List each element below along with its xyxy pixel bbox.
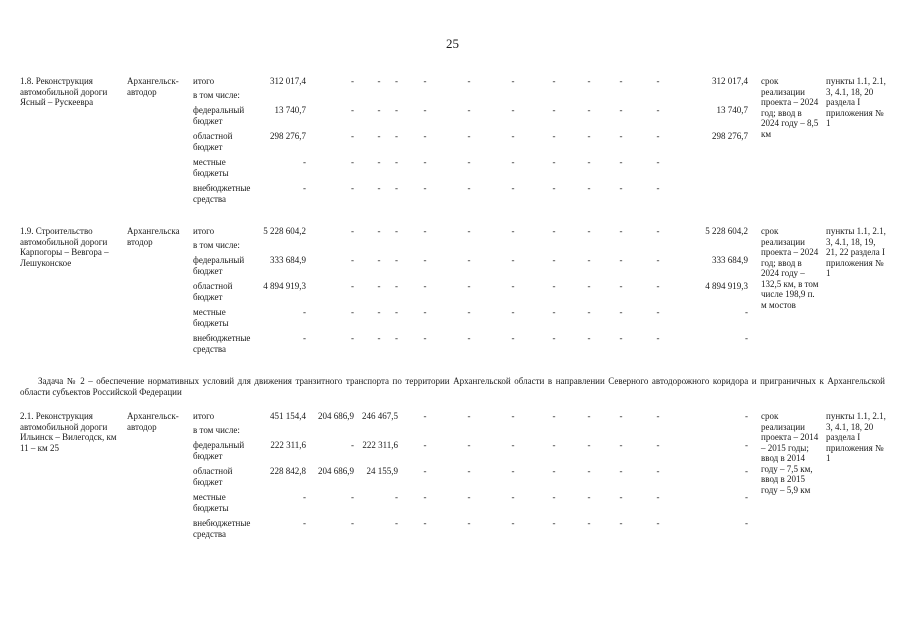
empty-cell-dash: - bbox=[619, 411, 623, 421]
empty-cell-dash: - bbox=[656, 105, 660, 115]
value-2015: - bbox=[351, 333, 354, 343]
value-2016: - bbox=[395, 183, 398, 193]
empty-cell-dash: - bbox=[552, 281, 556, 291]
value-2014: - bbox=[303, 492, 306, 502]
empty-cell-dash: - bbox=[511, 281, 515, 291]
empty-cell-dash: - bbox=[619, 307, 623, 317]
empty-cell-dash: - bbox=[511, 76, 515, 86]
empty-cell-dash: - bbox=[587, 492, 591, 502]
value-total: 5 228 604,2 bbox=[705, 226, 748, 236]
empty-cell-dash: - bbox=[467, 131, 471, 141]
empty-cell-dash: - bbox=[423, 281, 427, 291]
value-2015: - bbox=[351, 76, 354, 86]
empty-cell-dash: - bbox=[423, 105, 427, 115]
project-note: срок реализации проекта – 2024 год; ввод в 2024 году – 132,5 км, в том числе 198,9 п. м мостов bbox=[761, 226, 819, 310]
empty-cell-dash: - bbox=[423, 411, 427, 421]
empty-cell-dash: - bbox=[619, 255, 623, 265]
empty-cell-dash: - bbox=[377, 281, 381, 291]
value-2016: - bbox=[395, 76, 398, 86]
value-2015: - bbox=[351, 226, 354, 236]
row-label: местные бюджеты bbox=[193, 307, 229, 328]
empty-cell-dash: - bbox=[656, 466, 660, 476]
empty-cell-dash: - bbox=[552, 440, 556, 450]
empty-cell-dash: - bbox=[587, 76, 591, 86]
empty-cell-dash: - bbox=[377, 183, 381, 193]
value-2015: 204 686,9 bbox=[318, 411, 354, 421]
project-ref: пункты 1.1, 2.1, 3, 4.1, 18, 19, 21, 22 раздела I приложения № 1 bbox=[826, 226, 886, 278]
row-label: внебюджетные средства bbox=[193, 333, 251, 354]
empty-cell-dash: - bbox=[552, 255, 556, 265]
empty-cell-dash: - bbox=[552, 226, 556, 236]
empty-cell-dash: - bbox=[552, 183, 556, 193]
subheader-label: в том числе: bbox=[193, 425, 240, 435]
empty-cell-dash: - bbox=[377, 255, 381, 265]
empty-cell-dash: - bbox=[552, 411, 556, 421]
project-ref: пункты 1.1, 2.1, 3, 4.1, 18, 20 раздела I приложения № 1 bbox=[826, 76, 886, 128]
empty-cell-dash: - bbox=[656, 255, 660, 265]
empty-cell-dash: - bbox=[467, 518, 471, 528]
subheader-label: в том числе: bbox=[193, 240, 240, 250]
value-2015: - bbox=[351, 105, 354, 115]
empty-cell-dash: - bbox=[511, 255, 515, 265]
row-label: федеральный бюджет bbox=[193, 105, 245, 126]
value-2015: 204 686,9 bbox=[318, 466, 354, 476]
empty-cell-dash: - bbox=[619, 518, 623, 528]
empty-cell-dash: - bbox=[511, 105, 515, 115]
empty-cell-dash: - bbox=[587, 281, 591, 291]
empty-cell-dash: - bbox=[511, 518, 515, 528]
empty-cell-dash: - bbox=[587, 131, 591, 141]
empty-cell-dash: - bbox=[656, 307, 660, 317]
empty-cell-dash: - bbox=[619, 492, 623, 502]
empty-cell-dash: - bbox=[377, 105, 381, 115]
value-total: - bbox=[745, 518, 748, 528]
empty-cell-dash: - bbox=[377, 333, 381, 343]
value-2015: - bbox=[351, 183, 354, 193]
row-label: местные бюджеты bbox=[193, 157, 229, 178]
empty-cell-dash: - bbox=[377, 157, 381, 167]
value-2014: 13 740,7 bbox=[274, 105, 306, 115]
empty-cell-dash: - bbox=[656, 183, 660, 193]
empty-cell-dash: - bbox=[587, 255, 591, 265]
value-2016: 222 311,6 bbox=[362, 440, 398, 450]
empty-cell-dash: - bbox=[423, 226, 427, 236]
empty-cell-dash: - bbox=[467, 492, 471, 502]
empty-cell-dash: - bbox=[552, 76, 556, 86]
project-executor: Архангельска втодор bbox=[127, 226, 180, 247]
empty-cell-dash: - bbox=[587, 466, 591, 476]
empty-cell-dash: - bbox=[619, 466, 623, 476]
value-2015: - bbox=[351, 157, 354, 167]
empty-cell-dash: - bbox=[552, 157, 556, 167]
empty-cell-dash: - bbox=[587, 518, 591, 528]
value-total: - bbox=[745, 492, 748, 502]
value-2015: - bbox=[351, 440, 354, 450]
project-executor: Архангельск-автодор bbox=[127, 76, 179, 97]
empty-cell-dash: - bbox=[587, 226, 591, 236]
project-note: срок реализации проекта – 2014 – 2015 годы; ввод в 2014 году – 7,5 км, ввод в 2015 году – 5,9 км bbox=[761, 411, 819, 495]
empty-cell-dash: - bbox=[552, 333, 556, 343]
value-2014: 228 842,8 bbox=[270, 466, 306, 476]
empty-cell-dash: - bbox=[656, 518, 660, 528]
value-total: - bbox=[745, 411, 748, 421]
empty-cell-dash: - bbox=[552, 518, 556, 528]
value-total: - bbox=[745, 307, 748, 317]
value-total: 298 276,7 bbox=[712, 131, 748, 141]
project-note: срок реализации проекта – 2024 год; ввод в 2024 году – 8,5 км bbox=[761, 76, 819, 139]
row-label: федеральный бюджет bbox=[193, 440, 245, 461]
row-label: федеральный бюджет bbox=[193, 255, 245, 276]
empty-cell-dash: - bbox=[467, 76, 471, 86]
row-label: внебюджетные средства bbox=[193, 183, 251, 204]
empty-cell-dash: - bbox=[656, 333, 660, 343]
value-total: 333 684,9 bbox=[712, 255, 748, 265]
empty-cell-dash: - bbox=[619, 105, 623, 115]
empty-cell-dash: - bbox=[656, 281, 660, 291]
empty-cell-dash: - bbox=[423, 492, 427, 502]
empty-cell-dash: - bbox=[656, 411, 660, 421]
value-2016: - bbox=[395, 131, 398, 141]
project-title: 1.8. Реконструкция автомобильной дороги Ясный – Рускеевра bbox=[20, 76, 108, 107]
empty-cell-dash: - bbox=[467, 440, 471, 450]
value-2014: 312 017,4 bbox=[270, 76, 306, 86]
value-2014: 4 894 919,3 bbox=[263, 281, 306, 291]
value-2016: - bbox=[395, 333, 398, 343]
empty-cell-dash: - bbox=[552, 466, 556, 476]
empty-cell-dash: - bbox=[377, 76, 381, 86]
project-title: 1.9. Строительство автомобильной дороги Карпогоры – Вевгора – Лешуконское bbox=[20, 226, 109, 268]
value-total: - bbox=[745, 440, 748, 450]
row-label: итого bbox=[193, 76, 215, 86]
value-2015: - bbox=[351, 307, 354, 317]
empty-cell-dash: - bbox=[467, 157, 471, 167]
empty-cell-dash: - bbox=[467, 255, 471, 265]
empty-cell-dash: - bbox=[467, 333, 471, 343]
page-number: 25 bbox=[446, 36, 459, 51]
empty-cell-dash: - bbox=[552, 492, 556, 502]
empty-cell-dash: - bbox=[377, 131, 381, 141]
empty-cell-dash: - bbox=[467, 183, 471, 193]
empty-cell-dash: - bbox=[656, 131, 660, 141]
row-label: местные бюджеты bbox=[193, 492, 229, 513]
empty-cell-dash: - bbox=[511, 183, 515, 193]
empty-cell-dash: - bbox=[552, 307, 556, 317]
empty-cell-dash: - bbox=[587, 440, 591, 450]
empty-cell-dash: - bbox=[619, 281, 623, 291]
empty-cell-dash: - bbox=[619, 226, 623, 236]
empty-cell-dash: - bbox=[619, 440, 623, 450]
value-2014: - bbox=[303, 333, 306, 343]
project-ref: пункты 1.1, 2.1, 3, 4.1, 18, 20 раздела I приложения № 1 bbox=[826, 411, 886, 463]
empty-cell-dash: - bbox=[552, 105, 556, 115]
empty-cell-dash: - bbox=[587, 307, 591, 317]
empty-cell-dash: - bbox=[511, 411, 515, 421]
value-total: 13 740,7 bbox=[716, 105, 748, 115]
empty-cell-dash: - bbox=[587, 157, 591, 167]
empty-cell-dash: - bbox=[423, 76, 427, 86]
value-total: - bbox=[745, 333, 748, 343]
empty-cell-dash: - bbox=[467, 411, 471, 421]
row-label: внебюджетные средства bbox=[193, 518, 251, 539]
task-heading: Задача № 2 – обеспечение нормативных условий для движения транзитного транспорта по территории Архангельской области в направлении Северного автодорожного коридора и приграничных к Архангельской области субъектов Российской Федерации bbox=[20, 376, 885, 397]
empty-cell-dash: - bbox=[587, 105, 591, 115]
value-2016: 246 467,5 bbox=[362, 411, 398, 421]
value-2016: - bbox=[395, 157, 398, 167]
value-total: - bbox=[745, 466, 748, 476]
empty-cell-dash: - bbox=[423, 131, 427, 141]
value-2014: - bbox=[303, 183, 306, 193]
value-2014: 451 154,4 bbox=[270, 411, 306, 421]
value-2016: - bbox=[395, 105, 398, 115]
value-2016: - bbox=[395, 226, 398, 236]
empty-cell-dash: - bbox=[377, 307, 381, 317]
empty-cell-dash: - bbox=[619, 183, 623, 193]
row-label: итого bbox=[193, 226, 215, 236]
value-2014: 5 228 604,2 bbox=[263, 226, 306, 236]
row-label: областной бюджет bbox=[193, 281, 233, 302]
empty-cell-dash: - bbox=[423, 157, 427, 167]
value-2015: - bbox=[351, 131, 354, 141]
value-2014: - bbox=[303, 307, 306, 317]
value-total: 4 894 919,3 bbox=[705, 281, 748, 291]
empty-cell-dash: - bbox=[511, 440, 515, 450]
empty-cell-dash: - bbox=[467, 281, 471, 291]
row-label: областной бюджет bbox=[193, 466, 233, 487]
value-2014: - bbox=[303, 157, 306, 167]
empty-cell-dash: - bbox=[511, 492, 515, 502]
value-2015: - bbox=[351, 255, 354, 265]
value-2016: 24 155,9 bbox=[366, 466, 398, 476]
empty-cell-dash: - bbox=[511, 226, 515, 236]
value-2016: - bbox=[395, 307, 398, 317]
value-2016: - bbox=[395, 281, 398, 291]
empty-cell-dash: - bbox=[587, 333, 591, 343]
value-2015: - bbox=[351, 492, 354, 502]
subheader-label: в том числе: bbox=[193, 90, 240, 100]
empty-cell-dash: - bbox=[467, 466, 471, 476]
empty-cell-dash: - bbox=[377, 226, 381, 236]
empty-cell-dash: - bbox=[467, 307, 471, 317]
value-2016: - bbox=[395, 518, 398, 528]
empty-cell-dash: - bbox=[511, 333, 515, 343]
empty-cell-dash: - bbox=[423, 440, 427, 450]
empty-cell-dash: - bbox=[423, 333, 427, 343]
empty-cell-dash: - bbox=[619, 333, 623, 343]
empty-cell-dash: - bbox=[423, 183, 427, 193]
row-label: итого bbox=[193, 411, 215, 421]
empty-cell-dash: - bbox=[656, 226, 660, 236]
empty-cell-dash: - bbox=[656, 440, 660, 450]
value-2014: 333 684,9 bbox=[270, 255, 306, 265]
value-2016: - bbox=[395, 492, 398, 502]
empty-cell-dash: - bbox=[619, 76, 623, 86]
empty-cell-dash: - bbox=[511, 157, 515, 167]
project-title: 2.1. Реконструкция автомобильной дороги Ильинск – Вилегодск, км 11 – км 25 bbox=[20, 411, 117, 453]
empty-cell-dash: - bbox=[423, 255, 427, 265]
empty-cell-dash: - bbox=[656, 492, 660, 502]
row-label: областной бюджет bbox=[193, 131, 233, 152]
empty-cell-dash: - bbox=[656, 76, 660, 86]
value-2014: 298 276,7 bbox=[270, 131, 306, 141]
empty-cell-dash: - bbox=[619, 131, 623, 141]
value-2014: - bbox=[303, 518, 306, 528]
empty-cell-dash: - bbox=[423, 307, 427, 317]
value-total: 312 017,4 bbox=[712, 76, 748, 86]
project-executor: Архангельск-автодор bbox=[127, 411, 179, 432]
empty-cell-dash: - bbox=[587, 411, 591, 421]
empty-cell-dash: - bbox=[467, 226, 471, 236]
empty-cell-dash: - bbox=[511, 307, 515, 317]
value-2015: - bbox=[351, 281, 354, 291]
empty-cell-dash: - bbox=[511, 131, 515, 141]
empty-cell-dash: - bbox=[552, 131, 556, 141]
value-2014: 222 311,6 bbox=[270, 440, 306, 450]
empty-cell-dash: - bbox=[656, 157, 660, 167]
value-2015: - bbox=[351, 518, 354, 528]
empty-cell-dash: - bbox=[467, 105, 471, 115]
empty-cell-dash: - bbox=[587, 183, 591, 193]
empty-cell-dash: - bbox=[619, 157, 623, 167]
value-2016: - bbox=[395, 255, 398, 265]
empty-cell-dash: - bbox=[423, 518, 427, 528]
empty-cell-dash: - bbox=[423, 466, 427, 476]
empty-cell-dash: - bbox=[511, 466, 515, 476]
